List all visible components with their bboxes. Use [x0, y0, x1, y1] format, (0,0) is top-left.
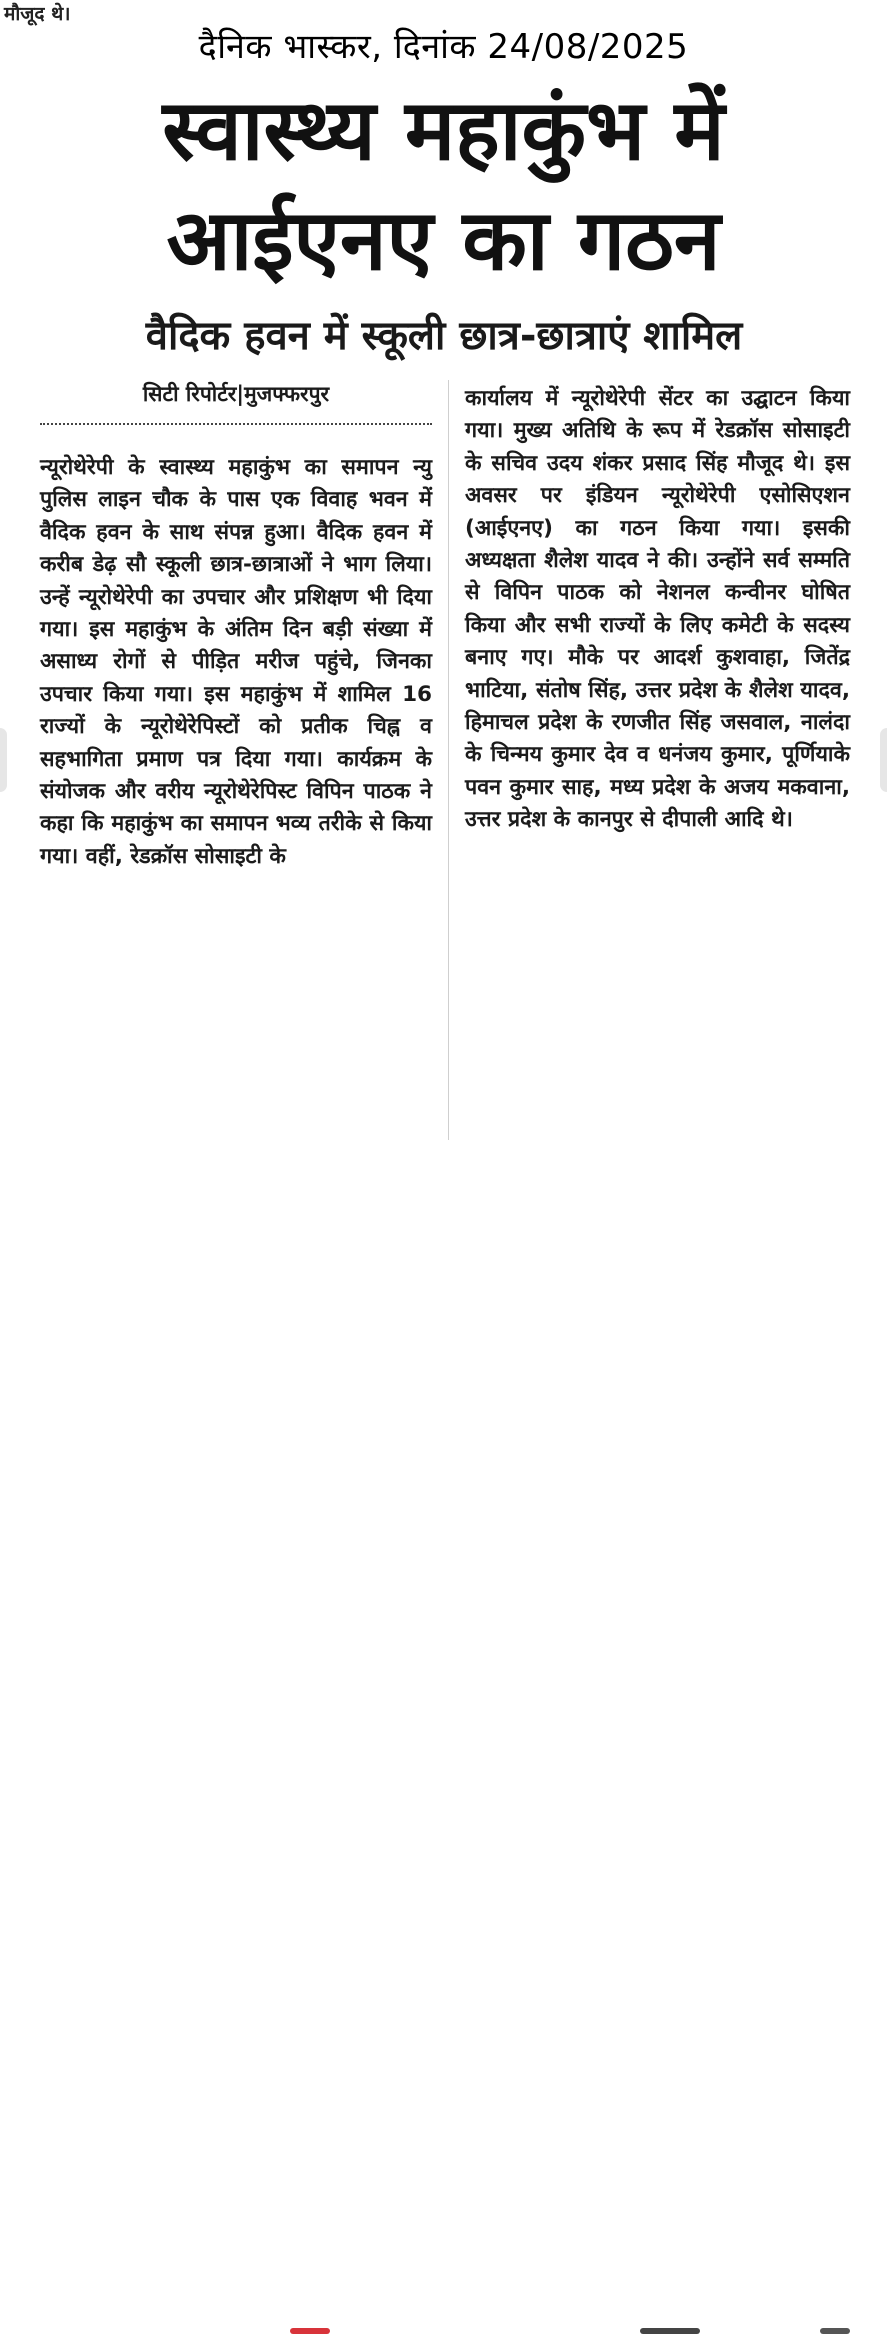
dark-mark: [820, 2328, 850, 2334]
dark-mark: [640, 2328, 700, 2334]
article-column-left: न्यूरोथेरेपी के स्वास्थ्य महाकुंभ का समापन न्यु पुलिस लाइन चौक के पास एक विवाह भवन में वैदिक हवन के साथ संपन्न हुआ। वैदिक हवन में करीब डेढ़ सौ स्कूली छात्र-छात्राओं ने भाग लिया। उन्हें न्यूरोथेरेपी का उपचार और प्रशिक्षण भी दिया गया। इस महाकुंभ के अंतिम दिन बड़ी संख्या में असाध्य रोगों से पीड़ित मरीज पहुंचे, जिनका उपचार किया गया। इस महाकुंभ में शामिल 16 राज्यों के न्यूरोथेरेपिस्टों को प्रतीक चिह्न व सहभागिता प्रमाण पत्र दिया गया। कार्यक्रम के संयोजक और वरीय न्यूरोथेरेपिस्ट विपिन पाठक ने कहा कि महाकुंभ का समापन भव्य तरीके से किया गया। वहीं, रेडक्रॉस सोसाइटी के: [40, 455, 432, 869]
prev-page-handle[interactable]: [0, 728, 7, 792]
previous-article-fragment: मौजूद थे।: [4, 3, 71, 25]
byline-divider: [40, 423, 432, 425]
byline: सिटी रिपोर्टर|मुजफ्फरपुर: [142, 382, 330, 406]
next-article-fragment: [0, 1160, 887, 1180]
headline-line-1: स्वास्थ्य महाकुंभ में: [162, 81, 725, 179]
headline-line-2: आईएनए का गठन: [166, 191, 721, 289]
column-divider: [448, 380, 449, 1140]
source-date-caption: दैनिक भास्कर, दिनांक 24/08/2025: [198, 27, 689, 67]
subheadline: वैदिक हवन में स्कूली छात्र-छात्राएं शामिल: [145, 313, 743, 359]
next-page-handle[interactable]: [880, 728, 887, 792]
article-column-right: कार्यालय में न्यूरोथेरेपी सेंटर का उद्घाटन किया गया। मुख्य अतिथि के रूप में रेडक्रॉस सोसाइटी के सचिव उदय शंकर प्रसाद सिंह मौजूद थे। इस अवसर पर इंडियन न्यूरोथेरेपी एसोसिएशन (आईएनए) का गठन किया गया। इसकी अध्यक्षता शैलेश यादव ने की। उन्होंने सर्व सम्मति से विपिन पाठक को नेशनल कन्वीनर घोषित किया और सभी राज्यों के लिए कमेटी के सदस्य बनाए गए। मौके पर आदर्श कुशवाहा, जितेंद्र भाटिया, संतोष सिंह, उत्तर प्रदेश के शैलेश यादव, हिमाचल प्रदेश के रणजीत सिंह जसवाल, नालंदा के चिन्मय कुमार देव व धनंजय कुमार, पूर्णियाके पवन कुमार साह, मध्य प्रदेश के अजय मकवाना, उत्तर प्रदेश के कानपुर से दीपाली आदि थे।: [465, 386, 850, 833]
red-mark: [290, 2328, 330, 2334]
